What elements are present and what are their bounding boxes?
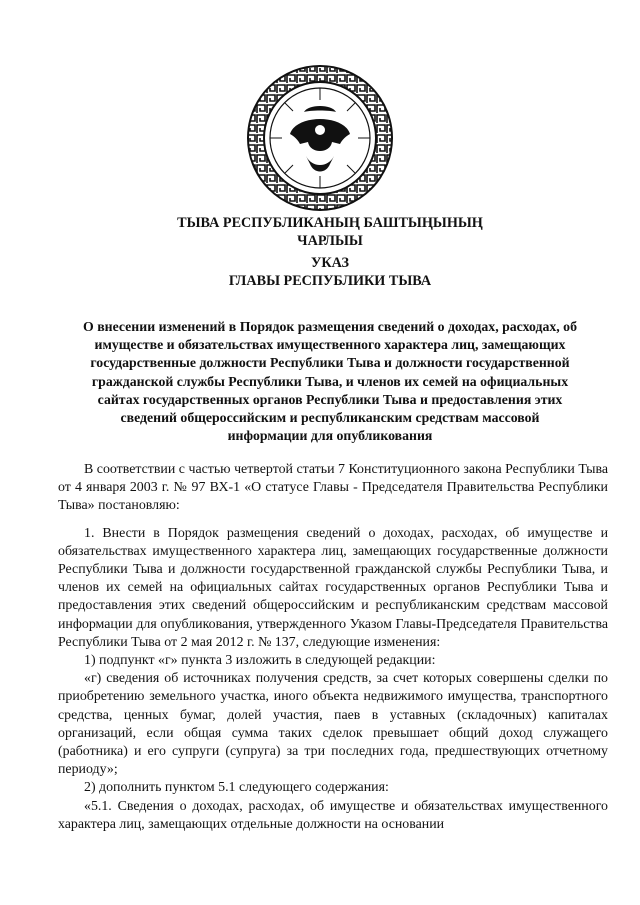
- subject-line: сайтах государственных органов Республики Тыва и предоставления этих: [97, 391, 563, 407]
- document-type: УКАЗ: [310, 255, 350, 271]
- issuer-header-line-2: ЧАРЛЫЫ: [297, 233, 363, 249]
- subject-line: сведений общероссийским и республиканским средствам массовой: [120, 410, 540, 426]
- issuer-header-line-1: ТЫВА РЕСПУБЛИКАНЫҢ БАШТЫҢЫНЫҢ: [177, 215, 483, 231]
- subject-line: информации для опубликования: [227, 428, 433, 444]
- subject-line: О внесении изменений в Порядок размещения сведений о доходах, расходах, об: [83, 319, 577, 334]
- quote-5-1-paragraph: «5.1. Сведения о доходах, расходах, об имуществе и обязательствах имущественного характера лиц, замещающих отдельные должности на основании: [58, 798, 608, 832]
- decree-body: [58, 461, 608, 834]
- document-type-header: [60, 254, 600, 290]
- subject-line: гражданской службы Республики Тыва, и членов их семей на официальных: [91, 373, 569, 389]
- subitem-2-paragraph: 2) дополнить пунктом 5.1 следующего содержания:: [84, 780, 389, 796]
- item-1-paragraph: 1. Внести в Порядок размещения сведений о доходах, расходах, об имуществе и обязательствах имущественного характера лиц, замещающих государственные должности Республики Тыва и должности государственной гражданской службы Республики Тыва, и членов их семей на официальных сайтах государственных органов Республики Тыва и предоставления этих сведений общероссийским и республиканским средствам массовой информации для опубликования, утвержденного Указом Главы-Председателя Правительства Республики Тыва от 2 мая 2012 г. № 137, следующие изменения:: [58, 525, 608, 650]
- issuer-header-tuvan: [60, 214, 600, 250]
- subject-line: имуществе и обязательствах имущественного характера лиц, замещающих: [94, 337, 566, 353]
- subject-line: государственные должности Республики Тыва и должности государственной: [90, 355, 570, 371]
- decree-subject: [56, 318, 604, 445]
- republic-emblem: [246, 64, 394, 212]
- quote-g-paragraph: «г) сведения об источниках получения средств, за счет которых совершены сделки по приобретению земельного участка, иного объекта недвижимого имущества, транспортного средства, ценных бумаг, долей участия, паев в уставных (складочных) капиталах организаций, если общая сумма таких сделок превышает общий доход служащего (работника) и его супруги (супруга) за три последних года, предшествующих отчетному периоду»;: [58, 671, 608, 778]
- preamble-paragraph: В соответствии с частью четвертой статьи 7 Конституционного закона Республики Тыва от 4 января 2003 г. № 97 ВХ-1 «О статусе Главы - Председателя Правительства Республики Тыва» постановляю:: [58, 462, 608, 514]
- subitem-1-paragraph: 1) подпункт «г» пункта 3 изложить в следующей редакции:: [84, 653, 436, 669]
- issuer-russian: ГЛАВЫ РЕСПУБЛИКИ ТЫВА: [228, 273, 432, 289]
